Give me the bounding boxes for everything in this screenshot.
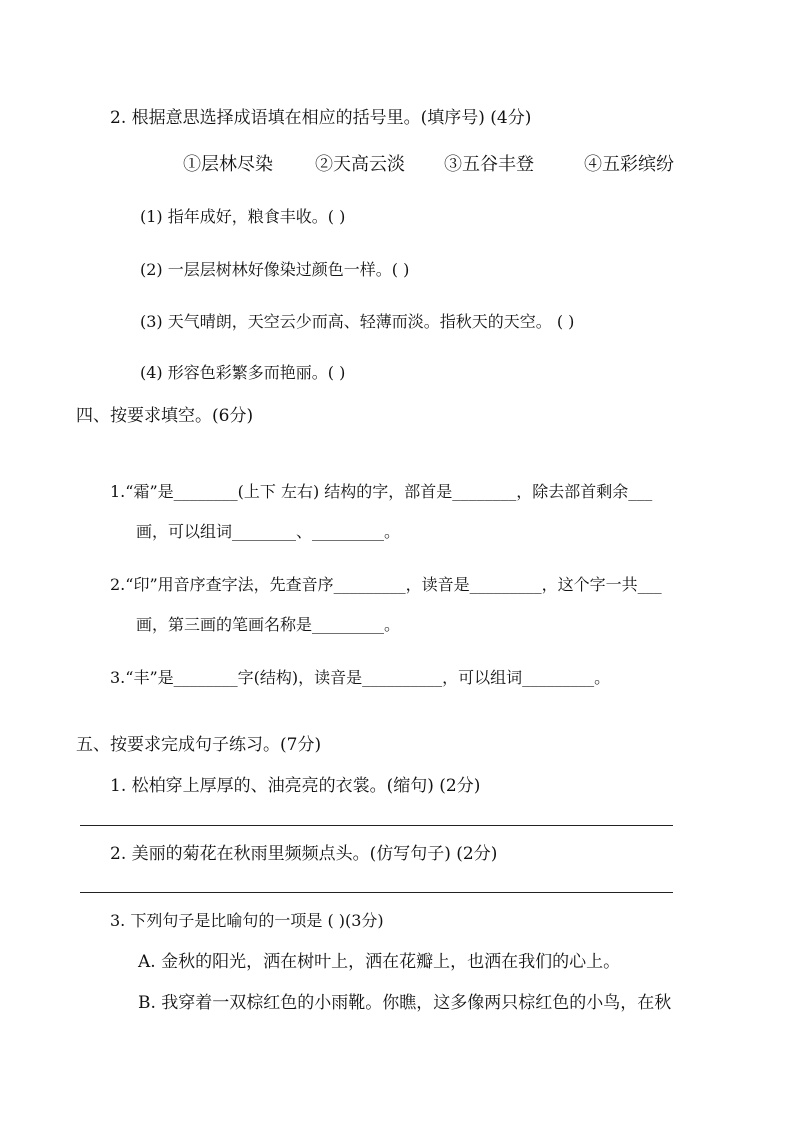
sub-item-3: (3) 天气晴朗，天空云少而高、轻薄而淡。指秋天的天空。 ( ) (140, 312, 575, 331)
option-1: ①层林尽染 (183, 154, 273, 175)
fill-line-1: 1.“霜”是________(上下 左右) 结构的字，部首是________，除去部首剩余___ (110, 482, 653, 501)
sub-item-2: (2) 一层层树林好像染过颜色一样。( ) (140, 260, 410, 279)
option-4: ④五彩缤纷 (584, 154, 674, 175)
sub-item-1: (1) 指年成好，粮食丰收。( ) (140, 207, 346, 226)
fill-line-1b: 画，可以组词________、_________。 (136, 522, 401, 541)
sub-item-4: (4) 形容色彩繁多而艳丽。( ) (140, 363, 346, 382)
section-5-heading: 五、按要求完成句子练习。(7分) (76, 735, 322, 755)
fill-line-3: 3.“丰”是________字(结构)，读音是__________，可以组词_________。 (110, 668, 611, 687)
section-4-heading: 四、按要求填空。(6分) (76, 406, 254, 426)
option-2: ②天高云淡 (315, 154, 405, 175)
sentence-q1: 1. 松柏穿上厚厚的、油亮亮的衣裳。(缩句) (2分) (110, 776, 481, 796)
answer-line-2[interactable] (80, 892, 673, 893)
fill-line-2b: 画，第三画的笔画名称是_________。 (136, 615, 401, 634)
answer-line-1[interactable] (80, 825, 673, 826)
choice-a: A. 金秋的阳光，洒在树叶上，洒在花瓣上，也洒在我们的心上。 (138, 952, 621, 972)
fill-line-2: 2.“印”用音序查字法，先查音序_________，读音是_________，这个字一共___ (110, 575, 662, 594)
question-title: 2. 根据意思选择成语填在相应的括号里。(填序号) (4分) (110, 108, 532, 128)
option-3: ③五谷丰登 (444, 154, 534, 175)
sentence-q2: 2. 美丽的菊花在秋雨里频频点头。(仿写句子) (2分) (110, 844, 498, 864)
sentence-q3: 3. 下列句子是比喻句的一项是 ( )(3分) (110, 911, 384, 930)
choice-b: B. 我穿着一双棕红色的小雨靴。你瞧，这多像两只棕红色的小鸟，在秋 (138, 993, 672, 1013)
